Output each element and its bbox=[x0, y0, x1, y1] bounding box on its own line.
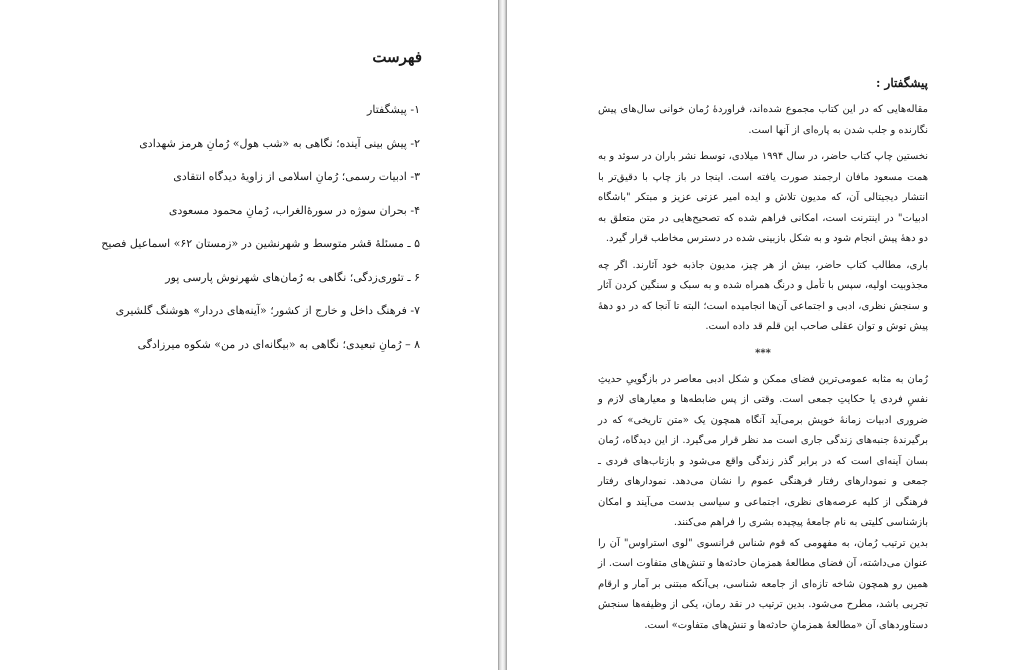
toc-item[interactable]: ۸ – رُمانِ تبعیدی؛ نگاهی به «بیگانه‌ای در من» شکوه میرزادگی bbox=[137, 337, 420, 351]
page-gutter bbox=[498, 0, 507, 670]
toc-item[interactable]: ۳- ادبیات رسمی؛ رُمانِ اسلامی از زاویهٔ دیدگاه انتقادی bbox=[173, 170, 420, 183]
preface-heading: پیشگفتار : bbox=[875, 76, 928, 90]
preface-paragraph: رُمان به مثابه عمومی‌ترین فضای ممکن و شکل ادبی معاصر در بازگوییِ حدیثِ نفسِ فردی یا حکایتِ جمعی است. وقتی از پس ضابطه‌ها و معیارهای لازم و ضروری ادبیات زمانهٔ خویش برمی‌آید آنگاه همچون یک «متن تاریخی» که در برگیرندهٔ جنبه‌های زندگی جاری است مد نظر قرار می‌گیرد. از این دیدگاه، رُمان بسان آینه‌ای است که در برابر گذر زندگی واقع می‌شود و بازتاب‌های فردی ـ جمعی و نمودارهای رفتار فرهنگی عموم را نشان می‌دهد. نمودارهای رفتار فرهنگی از کلیه عرصه‌های نظری، اجتماعی و سیاسی بدست می‌آیند و امکان بازشناسی کلیتی به نام جامعهٔ پیچیده بشری را فراهم می‌کنند. bbox=[598, 373, 928, 528]
toc-item[interactable]: ۱- پیشگفتار bbox=[367, 103, 420, 116]
toc-item[interactable]: ۲- پیش بینی آینده؛ نگاهی به «شب هول» رُمانِ هرمز شهدادی bbox=[139, 136, 420, 150]
section-separator: *** bbox=[755, 347, 771, 359]
preface-body bbox=[598, 100, 928, 636]
toc-page bbox=[0, 0, 498, 670]
preface-paragraph: بدین ترتیب رُمان، به مفهومی که قوم شناس فرانسوی "لوی استراوس" آن را عنوان می‌داشته، آن فضای مطالعهٔ همزمان حادثه‌ها و تنش‌های متفاوت است. از همین رو همچون شاخه تازه‌ای از جامعه شناسی، بی‌آنکه مبتنی بر آمار و ارقام تجربی باشد، مطرح می‌شود. بدین ترتیب در نقد رمان، یکی از وظیفه‌ها سنجش دستاوردهای آن «مطالعهٔ همزمانِ حادثه‌ها و تنش‌های متفاوت» است. bbox=[598, 537, 928, 631]
toc-title: فهرست bbox=[372, 48, 422, 66]
toc-item[interactable]: ۶ ـ تئوری‌زدگی؛ نگاهی به رُمان‌های شهرنوش پارسی پور bbox=[165, 270, 420, 284]
preface-page bbox=[507, 0, 1024, 670]
preface-paragraph: نخستین چاپ کتاب حاضر، در سال ۱۹۹۴ میلادی، توسط نشر باران در سوئد و به همت مسعود مافان ارجمند صورت یافته است. اینجا در باز چاپ با دقیق‌تر با انتشار دیجیتالی آن، که مدیون تلاش و ایده امیر عزتی عزیز و مبتکر "باشگاه ادبیات" در اینترنت است، امکانی فراهم شده که تصحیح‌هایی در متن متعلق به دو دههٔ پیش انجام شود و به شکل بازبینی شده در دسترس مخاطب قرار گیرد. bbox=[598, 151, 929, 244]
toc-item[interactable]: ۴- بحران سوژه در سورهٔ‌الغراب، رُمانِ محمود مسعودی bbox=[168, 203, 420, 217]
toc-item[interactable]: ۷- فرهنگ داخل و خارج از کشور؛ «آینه‌های دردار» هوشنگ گلشیری bbox=[115, 304, 420, 317]
toc-list bbox=[90, 102, 420, 370]
preface-paragraph: باری، مطالب کتاب حاضر، بیش از هر چیز، مدیون جاذبه خود آثارند. اگر چه مجذوبیت اولیه، سپس با تأمل و درنگ همراه شده و به سبک و سنگین کردن آثار و سنجش نظری، ادبی و اجتماعی آن‌ها انجامیده است؛ البته تا آنجا که در دو دههٔ پیش توش و توان عقلی صاحب این قلم قد داده است. bbox=[598, 259, 928, 332]
toc-item[interactable]: ۵ ـ مسئلهٔ قشر متوسط و شهرنشین در «زمستان ۶۲» اسماعیل فصیح bbox=[101, 237, 420, 250]
preface-paragraph: مقاله‌هایی که در این کتاب مجموع شده‌اند، فراوردهٔ رُمان خوانی سال‌های پیش نگارنده و جلب شدن به پاره‌ای از آنها است. bbox=[598, 104, 928, 136]
